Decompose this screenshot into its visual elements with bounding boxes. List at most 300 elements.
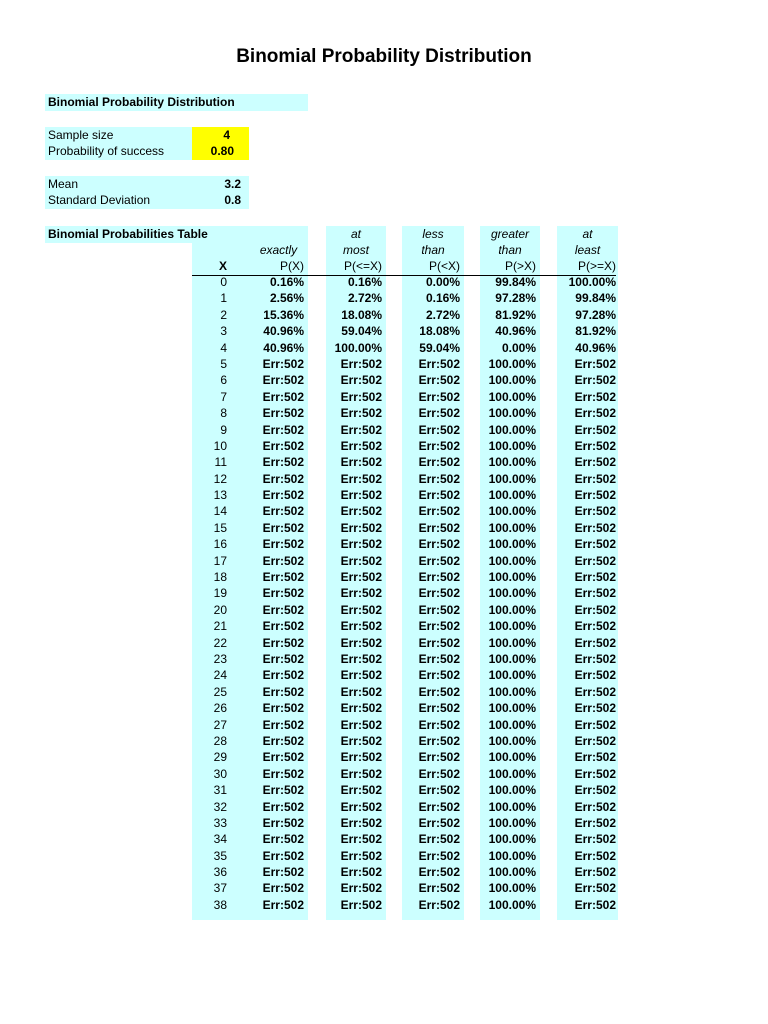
table-cell: Err:502 bbox=[574, 717, 616, 732]
table-cell: 100.00% bbox=[488, 389, 536, 404]
table-row bbox=[0, 372, 768, 388]
table-cell: Err:502 bbox=[418, 783, 460, 798]
sd-value: 0.8 bbox=[224, 193, 241, 207]
table-cell: Err:502 bbox=[574, 373, 616, 388]
table-cell: 1 bbox=[220, 291, 227, 306]
table-cell: Err:502 bbox=[574, 848, 616, 863]
table-cell: Err:502 bbox=[340, 455, 382, 470]
mean-value: 3.2 bbox=[224, 177, 241, 191]
table-cell: 32 bbox=[213, 799, 227, 814]
header-px: P(X) bbox=[280, 259, 304, 273]
table-cell: Err:502 bbox=[340, 537, 382, 552]
table-cell: Err:502 bbox=[262, 488, 304, 503]
table-cell: Err:502 bbox=[262, 537, 304, 552]
table-cell: Err:502 bbox=[262, 389, 304, 404]
table-cell: 100.00% bbox=[488, 717, 536, 732]
table-cell: Err:502 bbox=[418, 406, 460, 421]
table-cell: Err:502 bbox=[574, 832, 616, 847]
table-cell: Err:502 bbox=[262, 471, 304, 486]
table-row bbox=[0, 635, 768, 651]
table-cell: 17 bbox=[213, 553, 227, 568]
table-row bbox=[0, 520, 768, 536]
table-row bbox=[0, 503, 768, 519]
table-cell: 97.28% bbox=[495, 291, 536, 306]
table-cell: 100.00% bbox=[488, 766, 536, 781]
table-cell: 100.00% bbox=[488, 733, 536, 748]
table-cell: 100.00% bbox=[488, 815, 536, 830]
table-cell: 22 bbox=[213, 635, 227, 650]
table-cell: 25 bbox=[213, 684, 227, 699]
table-row bbox=[0, 274, 768, 290]
header-x: X bbox=[218, 259, 227, 273]
table-cell: Err:502 bbox=[340, 750, 382, 765]
table-row bbox=[0, 290, 768, 306]
table-cell: Err:502 bbox=[574, 783, 616, 798]
table-cell: Err:502 bbox=[574, 766, 616, 781]
table-cell: Err:502 bbox=[574, 619, 616, 634]
table-cell: Err:502 bbox=[574, 422, 616, 437]
table-cell: Err:502 bbox=[418, 586, 460, 601]
table-cell: 14 bbox=[213, 504, 227, 519]
table-cell: 15.36% bbox=[263, 307, 304, 322]
table-cell: Err:502 bbox=[418, 848, 460, 863]
table-cell: 38 bbox=[213, 897, 227, 912]
table-cell: Err:502 bbox=[262, 684, 304, 699]
table-cell: Err:502 bbox=[262, 832, 304, 847]
table-cell: 34 bbox=[213, 832, 227, 847]
table-cell: 2.56% bbox=[269, 291, 304, 306]
table-cell: Err:502 bbox=[418, 373, 460, 388]
table-cell: Err:502 bbox=[418, 504, 460, 519]
table-cell: Err:502 bbox=[262, 848, 304, 863]
table-cell: Err:502 bbox=[574, 537, 616, 552]
header-mid-least: least bbox=[574, 243, 601, 257]
table-row bbox=[0, 831, 768, 847]
table-cell: Err:502 bbox=[418, 651, 460, 666]
table-cell: Err:502 bbox=[574, 635, 616, 650]
table-cell: Err:502 bbox=[340, 635, 382, 650]
table-cell: 81.92% bbox=[495, 307, 536, 322]
table-cell: 40.96% bbox=[575, 340, 616, 355]
table-cell: Err:502 bbox=[418, 881, 460, 896]
table-cell: Err:502 bbox=[262, 783, 304, 798]
table-cell: Err:502 bbox=[574, 799, 616, 814]
table-row bbox=[0, 454, 768, 470]
table-cell: 7 bbox=[220, 389, 227, 404]
mean-label: Mean bbox=[48, 177, 79, 191]
table-cell: 100.00% bbox=[488, 537, 536, 552]
table-row bbox=[0, 766, 768, 782]
table-cell: Err:502 bbox=[418, 750, 460, 765]
table-cell: Err:502 bbox=[418, 832, 460, 847]
table-cell: Err:502 bbox=[574, 733, 616, 748]
table-row bbox=[0, 553, 768, 569]
table-cell: Err:502 bbox=[418, 897, 460, 912]
table-cell: Err:502 bbox=[340, 815, 382, 830]
table-cell: Err:502 bbox=[262, 553, 304, 568]
table-cell: Err:502 bbox=[574, 488, 616, 503]
table-cell: Err:502 bbox=[418, 619, 460, 634]
table-cell: 29 bbox=[213, 750, 227, 765]
table-row bbox=[0, 602, 768, 618]
table-row bbox=[0, 487, 768, 503]
table-cell: Err:502 bbox=[340, 356, 382, 371]
table-cell: Err:502 bbox=[574, 602, 616, 617]
table-cell: 100.00% bbox=[488, 586, 536, 601]
table-cell: Err:502 bbox=[574, 504, 616, 519]
table-cell: Err:502 bbox=[340, 619, 382, 634]
table-cell: 13 bbox=[213, 488, 227, 503]
table-cell: 100.00% bbox=[488, 553, 536, 568]
table-cell: 24 bbox=[213, 668, 227, 683]
table-row bbox=[0, 585, 768, 601]
table-row bbox=[0, 749, 768, 765]
table-row bbox=[0, 815, 768, 831]
table-cell: Err:502 bbox=[340, 668, 382, 683]
table-row bbox=[0, 799, 768, 815]
table-cell: 100.00% bbox=[488, 455, 536, 470]
table-cell: 23 bbox=[213, 651, 227, 666]
table-cell: 40.96% bbox=[495, 324, 536, 339]
table-cell: 100.00% bbox=[488, 373, 536, 388]
table-row bbox=[0, 323, 768, 339]
table-cell: Err:502 bbox=[418, 455, 460, 470]
header-mid-than: than bbox=[421, 243, 445, 257]
table-cell: Err:502 bbox=[262, 570, 304, 585]
table-cell: Err:502 bbox=[340, 799, 382, 814]
table-cell: Err:502 bbox=[418, 438, 460, 453]
table-cell: Err:502 bbox=[340, 865, 382, 880]
table-cell: Err:502 bbox=[574, 356, 616, 371]
table-cell: Err:502 bbox=[262, 701, 304, 716]
table-cell: 0 bbox=[220, 275, 227, 289]
table-row bbox=[0, 880, 768, 896]
table-cell: Err:502 bbox=[340, 520, 382, 535]
table-cell: Err:502 bbox=[574, 701, 616, 716]
header-ple: P(<=X) bbox=[343, 259, 382, 273]
table-cell: Err:502 bbox=[262, 586, 304, 601]
table-cell: 0.00% bbox=[425, 275, 460, 289]
table-cell: Err:502 bbox=[418, 684, 460, 699]
table-cell: Err:502 bbox=[574, 553, 616, 568]
table-cell: Err:502 bbox=[340, 602, 382, 617]
header-mid-most: most bbox=[342, 243, 369, 257]
table-cell: 0.00% bbox=[501, 340, 536, 355]
table-row bbox=[0, 569, 768, 585]
table-cell: Err:502 bbox=[340, 733, 382, 748]
table-cell: Err:502 bbox=[574, 881, 616, 896]
table-cell: Err:502 bbox=[418, 520, 460, 535]
header-top-less: less bbox=[422, 227, 444, 241]
table-cell: Err:502 bbox=[340, 586, 382, 601]
table-cell: 31 bbox=[213, 783, 227, 798]
table-cell: Err:502 bbox=[262, 815, 304, 830]
table-cell: Err:502 bbox=[418, 799, 460, 814]
table-cell: Err:502 bbox=[262, 733, 304, 748]
table-cell: 100.00% bbox=[568, 275, 616, 289]
table-cell: Err:502 bbox=[340, 651, 382, 666]
table-cell: Err:502 bbox=[340, 389, 382, 404]
table-cell: Err:502 bbox=[340, 488, 382, 503]
table-cell: 0.16% bbox=[347, 275, 382, 289]
table-cell: Err:502 bbox=[418, 815, 460, 830]
header-plt: P(<X) bbox=[428, 259, 460, 273]
header-pgt: P(>X) bbox=[504, 259, 536, 273]
table-cell: Err:502 bbox=[262, 455, 304, 470]
table-cell: Err:502 bbox=[340, 504, 382, 519]
table-cell: Err:502 bbox=[418, 553, 460, 568]
table-cell: 81.92% bbox=[575, 324, 616, 339]
table-cell: Err:502 bbox=[340, 373, 382, 388]
page-title: Binomial Probability Distribution bbox=[236, 46, 532, 67]
table-cell: 8 bbox=[220, 406, 227, 421]
table-cell: Err:502 bbox=[418, 865, 460, 880]
table-cell: 11 bbox=[214, 455, 227, 470]
table-row bbox=[0, 422, 768, 438]
table-cell: Err:502 bbox=[262, 619, 304, 634]
table-cell: Err:502 bbox=[418, 701, 460, 716]
table-cell: Err:502 bbox=[418, 668, 460, 683]
table-cell: Err:502 bbox=[340, 438, 382, 453]
table-cell: 100.00% bbox=[488, 406, 536, 421]
table-cell: Err:502 bbox=[340, 881, 382, 896]
table-row bbox=[0, 717, 768, 733]
table-cell: Err:502 bbox=[262, 717, 304, 732]
table-cell: 100.00% bbox=[488, 668, 536, 683]
table-cell: 6 bbox=[220, 373, 227, 388]
table-row bbox=[0, 700, 768, 716]
table-cell: 100.00% bbox=[334, 340, 382, 355]
table-cell: 3 bbox=[220, 324, 227, 339]
table-cell: 9 bbox=[220, 422, 227, 437]
table-cell: 100.00% bbox=[488, 897, 536, 912]
probability-label: Probability of success bbox=[48, 144, 165, 158]
table-cell: 18.08% bbox=[341, 307, 382, 322]
table-cell: 99.84% bbox=[575, 291, 616, 306]
table-cell: 2.72% bbox=[425, 307, 460, 322]
table-row bbox=[0, 618, 768, 634]
table-cell: 2 bbox=[220, 307, 227, 322]
table-cell: 20 bbox=[213, 602, 227, 617]
table-cell: 100.00% bbox=[488, 471, 536, 486]
table-cell: Err:502 bbox=[574, 406, 616, 421]
table-cell: Err:502 bbox=[262, 668, 304, 683]
sample-size-input[interactable]: 4 bbox=[223, 128, 230, 142]
table-cell: 97.28% bbox=[575, 307, 616, 322]
table-cell: Err:502 bbox=[262, 750, 304, 765]
table-cell: 100.00% bbox=[488, 619, 536, 634]
table-row bbox=[0, 848, 768, 864]
table-cell: 19 bbox=[213, 586, 227, 601]
table-cell: Err:502 bbox=[340, 897, 382, 912]
table-cell: Err:502 bbox=[340, 422, 382, 437]
table-cell: 40.96% bbox=[263, 324, 304, 339]
table-row bbox=[0, 667, 768, 683]
header-mid-than-2: than bbox=[498, 243, 522, 257]
table-cell: Err:502 bbox=[262, 504, 304, 519]
header-pge: P(>=X) bbox=[577, 259, 616, 273]
table-row bbox=[0, 356, 768, 372]
table-cell: Err:502 bbox=[418, 717, 460, 732]
table-cell: Err:502 bbox=[340, 717, 382, 732]
table-row bbox=[0, 389, 768, 405]
table-cell: Err:502 bbox=[262, 651, 304, 666]
table-cell: 12 bbox=[213, 471, 227, 486]
probability-input[interactable]: 0.80 bbox=[210, 144, 234, 158]
table-cell: Err:502 bbox=[340, 848, 382, 863]
table-cell: Err:502 bbox=[262, 897, 304, 912]
table-cell: 100.00% bbox=[488, 865, 536, 880]
table-cell: 5 bbox=[220, 356, 227, 371]
table-cell: Err:502 bbox=[574, 455, 616, 470]
table-cell: 28 bbox=[213, 733, 227, 748]
table-row bbox=[0, 536, 768, 552]
table-cell: 100.00% bbox=[488, 488, 536, 503]
table-cell: Err:502 bbox=[574, 570, 616, 585]
table-cell: Err:502 bbox=[262, 602, 304, 617]
table-row bbox=[0, 651, 768, 667]
table-cell: 35 bbox=[213, 848, 227, 863]
table-cell: Err:502 bbox=[418, 389, 460, 404]
sample-size-label: Sample size bbox=[48, 128, 114, 142]
header-top-greater: greater bbox=[490, 227, 530, 241]
table-cell: 100.00% bbox=[488, 438, 536, 453]
table-cell: Err:502 bbox=[574, 586, 616, 601]
table-cell: Err:502 bbox=[418, 537, 460, 552]
table-cell: 0.16% bbox=[269, 275, 304, 289]
table-cell: 100.00% bbox=[488, 356, 536, 371]
table-cell: 33 bbox=[213, 815, 227, 830]
table-cell: Err:502 bbox=[574, 897, 616, 912]
table-cell: 37 bbox=[213, 881, 227, 896]
table-row bbox=[0, 782, 768, 798]
table-cell: Err:502 bbox=[262, 406, 304, 421]
table-cell: 15 bbox=[213, 520, 227, 535]
table-cell: 4 bbox=[220, 340, 227, 355]
table-cell: 100.00% bbox=[488, 750, 536, 765]
table-cell: 100.00% bbox=[488, 422, 536, 437]
table-cell: 100.00% bbox=[488, 520, 536, 535]
table-cell: Err:502 bbox=[340, 406, 382, 421]
section-title: Binomial Probability Distribution bbox=[48, 95, 235, 109]
table-cell: Err:502 bbox=[262, 865, 304, 880]
table-row bbox=[0, 864, 768, 880]
table-cell: 99.84% bbox=[495, 275, 536, 289]
table-cell: Err:502 bbox=[340, 783, 382, 798]
header-top-least: at bbox=[582, 227, 593, 241]
table-cell: Err:502 bbox=[574, 520, 616, 535]
table-cell: 100.00% bbox=[488, 602, 536, 617]
table-cell: Err:502 bbox=[418, 766, 460, 781]
table-cell: Err:502 bbox=[418, 356, 460, 371]
table-cell: Err:502 bbox=[418, 488, 460, 503]
table-cell: 0.16% bbox=[425, 291, 460, 306]
table-cell: 18 bbox=[213, 570, 227, 585]
table-cell: 100.00% bbox=[488, 570, 536, 585]
table-cell: 16 bbox=[213, 537, 227, 552]
table-cell: Err:502 bbox=[262, 438, 304, 453]
table-body bbox=[0, 274, 768, 913]
table-cell: Err:502 bbox=[340, 766, 382, 781]
table-cell: 18.08% bbox=[419, 324, 460, 339]
table-cell: 59.04% bbox=[341, 324, 382, 339]
table-cell: 30 bbox=[213, 766, 227, 781]
table-row bbox=[0, 405, 768, 421]
table-cell: Err:502 bbox=[574, 389, 616, 404]
header-mid-exactly: exactly bbox=[259, 243, 298, 257]
table-cell: Err:502 bbox=[262, 356, 304, 371]
table-row bbox=[0, 471, 768, 487]
table-row bbox=[0, 733, 768, 749]
table-cell: Err:502 bbox=[574, 750, 616, 765]
table-cell: Err:502 bbox=[340, 701, 382, 716]
table-cell: Err:502 bbox=[262, 881, 304, 896]
table-cell: Err:502 bbox=[262, 799, 304, 814]
table-row bbox=[0, 897, 768, 913]
table-cell: Err:502 bbox=[262, 373, 304, 388]
table-cell: 10 bbox=[213, 438, 227, 453]
table-cell: 100.00% bbox=[488, 684, 536, 699]
table-row bbox=[0, 340, 768, 356]
table-cell: 100.00% bbox=[488, 701, 536, 716]
table-cell: Err:502 bbox=[418, 635, 460, 650]
sd-label: Standard Deviation bbox=[48, 193, 151, 207]
table-cell: Err:502 bbox=[262, 635, 304, 650]
table-cell: 100.00% bbox=[488, 635, 536, 650]
table-cell: Err:502 bbox=[262, 422, 304, 437]
table-cell: 2.72% bbox=[347, 291, 382, 306]
table-cell: Err:502 bbox=[574, 438, 616, 453]
table-row bbox=[0, 438, 768, 454]
table-cell: 26 bbox=[213, 701, 227, 716]
table-cell: Err:502 bbox=[340, 471, 382, 486]
table-cell: Err:502 bbox=[418, 422, 460, 437]
table-cell: Err:502 bbox=[340, 553, 382, 568]
table-row bbox=[0, 684, 768, 700]
table-cell: 36 bbox=[213, 865, 227, 880]
table-cell: 100.00% bbox=[488, 832, 536, 847]
table-cell: Err:502 bbox=[340, 684, 382, 699]
table-cell: Err:502 bbox=[574, 471, 616, 486]
table-cell: 100.00% bbox=[488, 848, 536, 863]
table-cell: Err:502 bbox=[574, 684, 616, 699]
table-title: Binomial Probabilities Table bbox=[48, 227, 208, 241]
table-cell: Err:502 bbox=[262, 520, 304, 535]
table-cell: 100.00% bbox=[488, 504, 536, 519]
table-cell: 27 bbox=[213, 717, 227, 732]
table-cell: 100.00% bbox=[488, 799, 536, 814]
table-cell: 21 bbox=[213, 619, 227, 634]
table-cell: Err:502 bbox=[574, 651, 616, 666]
table-cell: Err:502 bbox=[340, 832, 382, 847]
table-cell: Err:502 bbox=[262, 766, 304, 781]
table-cell: Err:502 bbox=[574, 668, 616, 683]
table-cell: Err:502 bbox=[340, 570, 382, 585]
table-cell: 100.00% bbox=[488, 783, 536, 798]
table-cell: 100.00% bbox=[488, 881, 536, 896]
table-cell: Err:502 bbox=[418, 570, 460, 585]
table-cell: Err:502 bbox=[418, 471, 460, 486]
table-cell: 100.00% bbox=[488, 651, 536, 666]
table-cell: Err:502 bbox=[418, 602, 460, 617]
header-top-most: at bbox=[350, 227, 361, 241]
table-cell: 59.04% bbox=[419, 340, 460, 355]
table-cell: 40.96% bbox=[263, 340, 304, 355]
table-cell: Err:502 bbox=[574, 815, 616, 830]
table-row bbox=[0, 307, 768, 323]
table-cell: Err:502 bbox=[574, 865, 616, 880]
table-cell: Err:502 bbox=[418, 733, 460, 748]
